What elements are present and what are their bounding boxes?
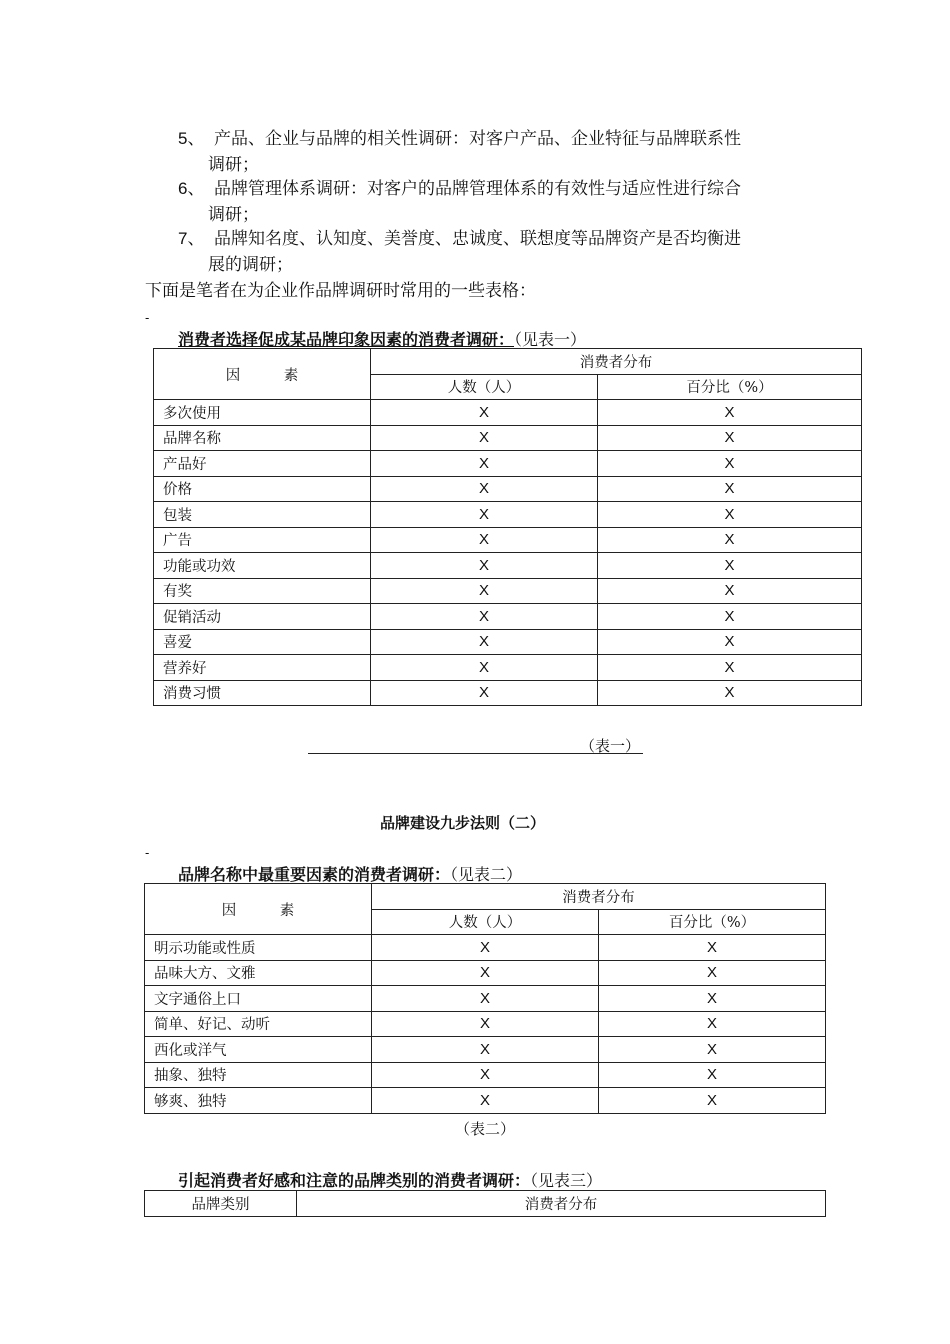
pct-cell: X <box>598 578 862 604</box>
pct-cell: X <box>598 476 862 502</box>
count-cell: X <box>371 680 598 706</box>
table-row <box>154 502 862 528</box>
table-row <box>154 604 862 630</box>
list-item-6 <box>178 176 741 225</box>
factor-cell: 广告 <box>154 527 371 553</box>
table-row <box>145 1011 826 1037</box>
pct-cell: X <box>598 502 862 528</box>
table-row <box>154 425 862 451</box>
table-row <box>145 935 826 961</box>
table-row <box>154 400 862 426</box>
count-cell: X <box>372 1011 599 1037</box>
pct-cell: X <box>599 1062 826 1088</box>
factor-cell: 营养好 <box>154 655 371 681</box>
table-row <box>154 451 862 477</box>
intro-paragraph: 下面是笔者在为企业作品牌调研时常用的一些表格： <box>145 281 536 301</box>
count-cell: X <box>372 960 599 986</box>
table2-dist-header: 消费者分布 <box>372 884 826 910</box>
factor-cell: 西化或洋气 <box>145 1037 372 1063</box>
table2-title-text: 品牌名称中最重要因素的消费者调研： <box>178 865 451 884</box>
table1-title-text: 消费者选择促成某品牌印象因素的消费者调研： <box>178 330 515 349</box>
table-row <box>145 960 826 986</box>
count-cell: X <box>371 527 598 553</box>
dash-marker: - <box>145 845 150 860</box>
table2-see-note: （见表二） <box>450 865 523 884</box>
count-cell: X <box>372 1062 599 1088</box>
table-row <box>145 1062 826 1088</box>
table1 <box>153 348 862 706</box>
pct-cell: X <box>598 451 862 477</box>
list-text-line1: 品牌管理体系调研：对客户的品牌管理体系的有效性与适应性进行综合 <box>214 179 741 199</box>
pct-cell: X <box>599 1011 826 1037</box>
table2 <box>144 883 826 1114</box>
table1-pct-header: 百分比（%） <box>598 374 862 400</box>
pct-cell: X <box>598 553 862 579</box>
factor-cell: 够爽、独特 <box>145 1088 372 1114</box>
list-text-line2: 展的调研； <box>208 255 293 275</box>
table1-dist-header: 消费者分布 <box>371 349 862 375</box>
table2-body <box>145 935 826 1114</box>
dash-marker: - <box>145 310 150 325</box>
table1-body <box>154 400 862 706</box>
table1-title <box>178 327 586 350</box>
table1-factor-header: 因 素 <box>154 349 371 400</box>
pct-cell: X <box>599 1088 826 1114</box>
list-number: 6、 <box>178 179 205 198</box>
table2-factor-header: 因 素 <box>145 884 372 935</box>
pct-cell: X <box>598 680 862 706</box>
factor-cell: 功能或功效 <box>154 553 371 579</box>
count-cell: X <box>371 502 598 528</box>
list-number: 5、 <box>178 129 205 148</box>
factor-cell: 多次使用 <box>154 400 371 426</box>
table2-pct-header: 百分比（%） <box>599 909 826 935</box>
pct-cell: X <box>598 629 862 655</box>
factor-cell: 价格 <box>154 476 371 502</box>
table-row <box>154 655 862 681</box>
table3-title <box>178 1168 602 1191</box>
factor-cell: 品牌名称 <box>154 425 371 451</box>
table2-count-header: 人数（人） <box>372 909 599 935</box>
table-row <box>154 476 862 502</box>
table3-category-header: 品牌类别 <box>145 1191 297 1217</box>
count-cell: X <box>371 604 598 630</box>
pct-cell: X <box>598 400 862 426</box>
factor-cell: 明示功能或性质 <box>145 935 372 961</box>
count-cell: X <box>371 476 598 502</box>
table1-see-note: （见表一） <box>514 330 587 349</box>
list-number: 7、 <box>178 229 205 248</box>
pct-cell: X <box>599 986 826 1012</box>
table-row <box>145 986 826 1012</box>
section-heading: 品牌建设九步法则（二） <box>380 814 546 832</box>
table2-title <box>178 862 522 885</box>
count-cell: X <box>371 425 598 451</box>
factor-cell: 抽象、独特 <box>145 1062 372 1088</box>
pct-cell: X <box>598 425 862 451</box>
count-cell: X <box>372 935 599 961</box>
factor-cell: 文字通俗上口 <box>145 986 372 1012</box>
list-text-line1: 产品、企业与品牌的相关性调研：对客户产品、企业特征与品牌联系性 <box>214 129 741 149</box>
count-cell: X <box>371 629 598 655</box>
factor-cell: 产品好 <box>154 451 371 477</box>
list-item-5 <box>178 126 741 175</box>
table3-dist-header: 消费者分布 <box>297 1191 826 1217</box>
factor-cell: 消费习惯 <box>154 680 371 706</box>
factor-cell: 促销活动 <box>154 604 371 630</box>
table-row <box>154 629 862 655</box>
table-row <box>145 1088 826 1114</box>
factor-cell: 喜爱 <box>154 629 371 655</box>
table-row <box>145 1037 826 1063</box>
count-cell: X <box>372 1037 599 1063</box>
count-cell: X <box>371 451 598 477</box>
pct-cell: X <box>598 655 862 681</box>
table3 <box>144 1190 826 1217</box>
factor-cell: 包装 <box>154 502 371 528</box>
pct-cell: X <box>598 527 862 553</box>
factor-cell: 有奖 <box>154 578 371 604</box>
pct-cell: X <box>599 960 826 986</box>
table-row <box>154 680 862 706</box>
factor-cell: 品味大方、文雅 <box>145 960 372 986</box>
table1-count-header: 人数（人） <box>371 374 598 400</box>
table3-title-text: 引起消费者好感和注意的品牌类别的消费者调研： <box>178 1171 531 1190</box>
pct-cell: X <box>598 604 862 630</box>
count-cell: X <box>372 1088 599 1114</box>
count-cell: X <box>371 400 598 426</box>
pct-cell: X <box>599 935 826 961</box>
table3-see-note: （见表三） <box>530 1171 603 1190</box>
list-text-line1: 品牌知名度、认知度、美誉度、忠诚度、联想度等品牌资产是否均衡进 <box>214 229 741 249</box>
count-cell: X <box>372 986 599 1012</box>
table1-caption: （表一） <box>580 737 641 755</box>
count-cell: X <box>371 578 598 604</box>
count-cell: X <box>371 655 598 681</box>
table2-caption: （表二） <box>455 1120 516 1138</box>
list-text-line2: 调研； <box>208 155 259 175</box>
pct-cell: X <box>599 1037 826 1063</box>
table-row <box>154 553 862 579</box>
table-row <box>154 578 862 604</box>
list-item-7 <box>178 226 741 275</box>
factor-cell: 简单、好记、动听 <box>145 1011 372 1037</box>
table-row <box>154 527 862 553</box>
count-cell: X <box>371 553 598 579</box>
list-text-line2: 调研； <box>208 205 259 225</box>
